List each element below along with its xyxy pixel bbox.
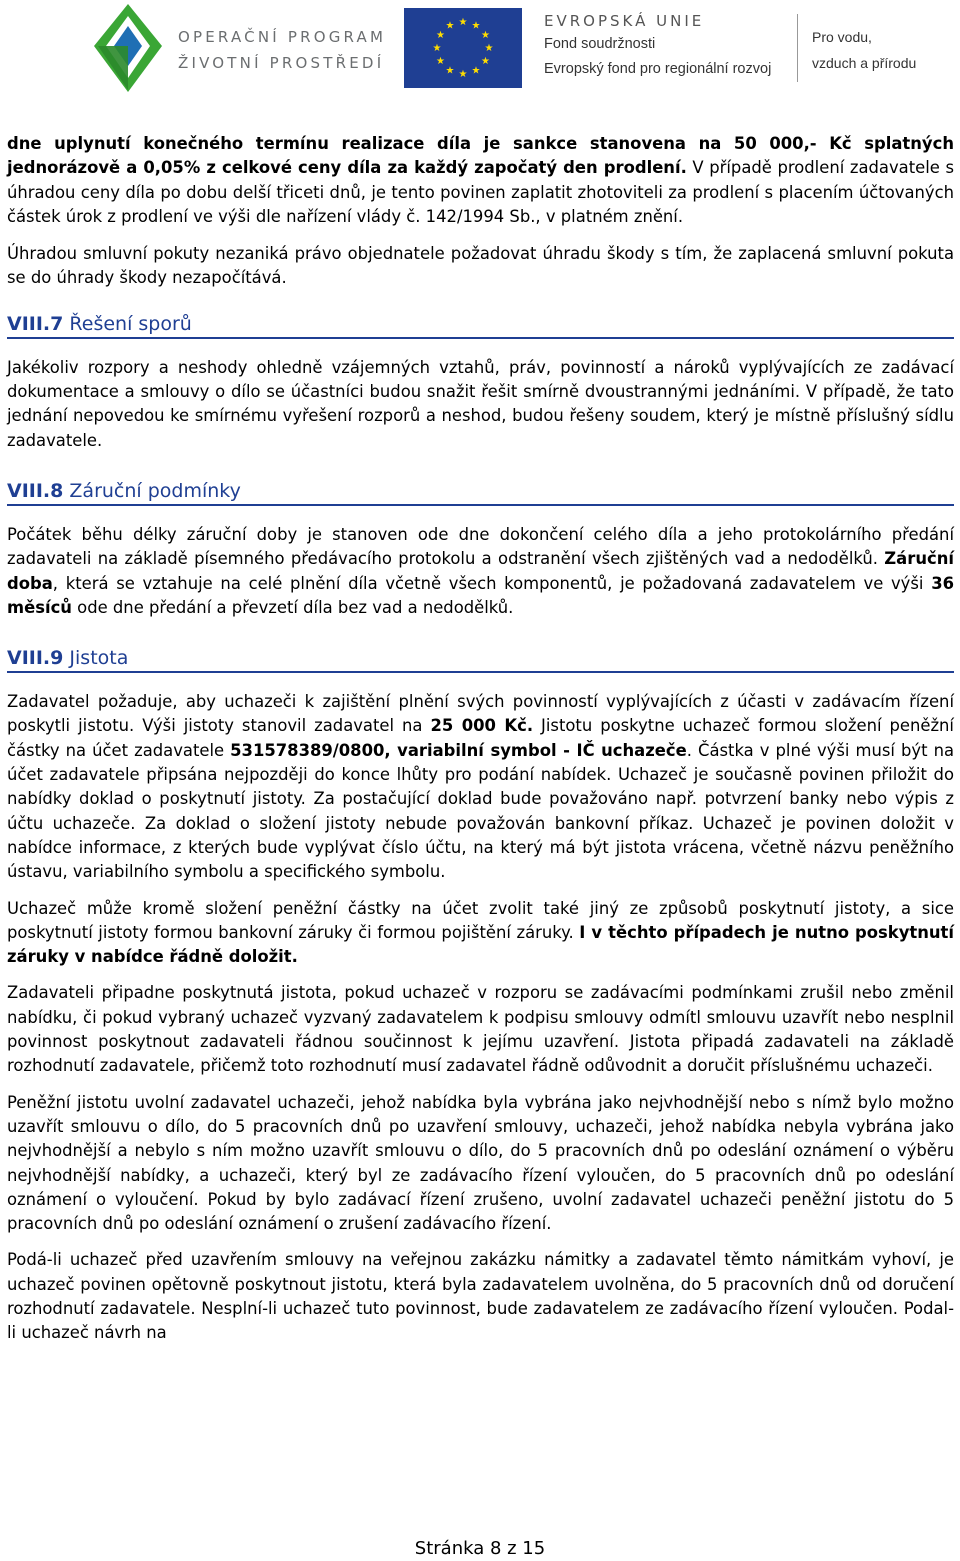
- eu-flag-icon: [404, 8, 522, 88]
- svg-text:★: ★: [458, 69, 468, 80]
- svg-text:★: ★: [458, 17, 468, 28]
- page-number: Stránka 8 z 15: [414, 1538, 546, 1559]
- paragraph-security-3: Zadavateli připadne poskytnutá jistota, pokud uchazeč v rozporu se zadávacími podmínkami zrušil nebo změnil nabídku, či pokud vybraný uchazeč vyzvaný zadavatelem k podpisu smlouvy odmítl smlouvu uzavřít nebo nesplnil povinnost poskytnout zadavateli řádnou součinnost k jejímu uzavření. Jistota připadá zadavateli na základě rozhodnutí zadavatele, přičemž toto rozhodnutí musí zadavatel řádně odůvodnit a doručit příslušnému uchazeči.: [7, 983, 954, 1076]
- paragraph-penalty: dne uplynutí konečného termínu realizace díla je sankce stanovena na 50 000,- Kč splatných jednorázově a 0,05% z celkové ceny díla za každý započatý den prodlení. V případě prodlení zadavatele s úhradou ceny díla po dobu delší třiceti dnů, je tento povinen zaplatit zhotoviteli za prodlení s placením účtovaných částek úrok z prodlení ve výši dle nařízení vlády č. 142/1994 Sb., v platném znění.: [7, 134, 954, 226]
- svg-text:★: ★: [481, 30, 490, 41]
- motto-text: Pro vodu, vzduch a přírodu: [812, 29, 917, 71]
- paragraph-security-5: Podá-li uchazeč před uzavřením smlouvy na veřejnou zakázku námitky a zadavatel těmto námitkám vyhoví, je uchazeč povinen opětovně poskytnout jistotu, která byla zadavatelem uvolněna, do 5 pracovních dnů od doručení rozhodnutí zadavatele. Nesplní-li uchazeč tuto povinnost, bude zadavatelem ze zadávacího řízení vyloučen. Podal-li uchazeč návrh na: [7, 1250, 954, 1343]
- paragraph-security-1: Zadavatel požaduje, aby uchazeči k zajištění plnění svých povinností vyplývajících z účasti v zadávacím řízení poskytli jistotu. Výši jistoty stanovil zadavatel na 25 000 Kč. Jistotu poskytne uchazeč formou složení peněžní částky na účet zadavatele 531578389/0800, variabilní symbol - IČ uchazeče. Částka v plné výši musí být na účet zadavatele připsána nejpozději do konce lhůty pro podání nabídek. Uchazeč je současně povinen přiložit do nabídky doklad o poskytnutí jistoty. Za postačující doklad bude považováno např. potvrzení banky nebo výpis z účtu uchazeče. Za doklad o složení jistoty nebude považován bankovní příkaz. Uchazeč je povinen doložit v nabídce informace, z kterých bude vyplývat číslo účtu, na který má být jistota vrácena, včetně názvu peněžního ústavu, variabilního symbolu a specifického symbolu.: [7, 692, 954, 882]
- opzp-logo-text: OPERAČNÍ PROGRAM ŽIVOTNÍ PROSTŘEDÍ: [178, 28, 387, 72]
- paragraph-warranty: Počátek běhu délky záruční doby je stanoven ode dne dokončení celého díla a jeho protokolárního předání zadavateli na základě písemného předávacího protokolu a odstranění všech zjištěných vad a nedodělků. Záruční doba, která se vztahuje na celé plnění díla včetně všech komponentů, je požadovaná zadavatelem ve výši 36 měsíců ode dne předání a převzetí díla bez vad a nedodělků.: [7, 524, 954, 617]
- eu-text: EVROPSKÁ UNIE Fond soudržnosti Evropský fond pro regionální rozvoj: [544, 12, 772, 77]
- svg-text:★: ★: [436, 56, 445, 67]
- svg-text:★: ★: [471, 20, 481, 32]
- header-divider: [797, 14, 798, 82]
- svg-text:★: ★: [445, 20, 455, 32]
- section-heading-8-9: VIII.9 Jistota: [7, 646, 954, 673]
- section-heading-8-8: VIII.8 Záruční podmínky: [7, 479, 954, 506]
- svg-text:★: ★: [436, 30, 445, 41]
- svg-text:★: ★: [445, 65, 455, 77]
- svg-text:★: ★: [484, 43, 494, 54]
- document-body: [7, 132, 954, 1346]
- page-header: [0, 0, 960, 100]
- svg-text:★: ★: [432, 43, 442, 54]
- opzp-logo-icon: [92, 2, 164, 94]
- paragraph-damages: Úhradou smluvní pokuty nezaniká právo objednatele požadovat úhradu škody s tím, že zaplacená smluvní pokuta se do úhrady škody nezapočítává.: [7, 244, 954, 288]
- svg-text:★: ★: [471, 65, 481, 77]
- paragraph-security-4: Peněžní jistotu uvolní zadavatel uchazeči, jehož nabídka byla vybrána jako nejvhodnější nebo s nímž bylo možno uzavřít smlouvu o dílo, do 5 pracovních dnů po uzavření smlouvy, uchazeči, jehož nabídka nebyla vybrána jako nejvhodnější a nebylo s ním možno uzavřít smlouvu o dílo, do 5 pracovních dnů po odeslání oznámení o výběru nejvhodnější nabídky, a uchazeči, který byl ze zadávacího řízení vyloučen, do 5 pracovních dnů po odeslání oznámení o vyloučení. Pokud by bylo zadávací řízení zrušeno, uvolní zadavatel uchazeči peněžní jistotu do 5 pracovních dnů po odeslání oznámení o zrušení zadávacího řízení.: [7, 1092, 954, 1234]
- paragraph-security-2: Uchazeč může kromě složení peněžní částky na účet zvolit také jiný ze způsobů poskytnutí jistoty, a sice poskytnutí jistoty formou bankovní záruky či formou pojištění záruky. I v těchto případech je nutno poskytnutí záruky v nabídce řádně doložit.: [7, 898, 955, 967]
- svg-text:★: ★: [481, 56, 490, 67]
- section-heading-8-7: VIII.7 Řešení sporů: [7, 312, 954, 339]
- paragraph-disputes: Jakékoliv rozpory a neshody ohledně vzájemných vztahů, práv, povinností a nároků vyplývajících ze zadávací dokumentace a smlouvy o dílo se účastníci budou snažit řešit smírně dvoustrannými jednáními. V případě, že tato jednání nepovedou ke smírnému vyřešení rozporů a neshod, budou řešeny soudem, který je místně příslušný sídlu zadavatele.: [7, 357, 954, 450]
